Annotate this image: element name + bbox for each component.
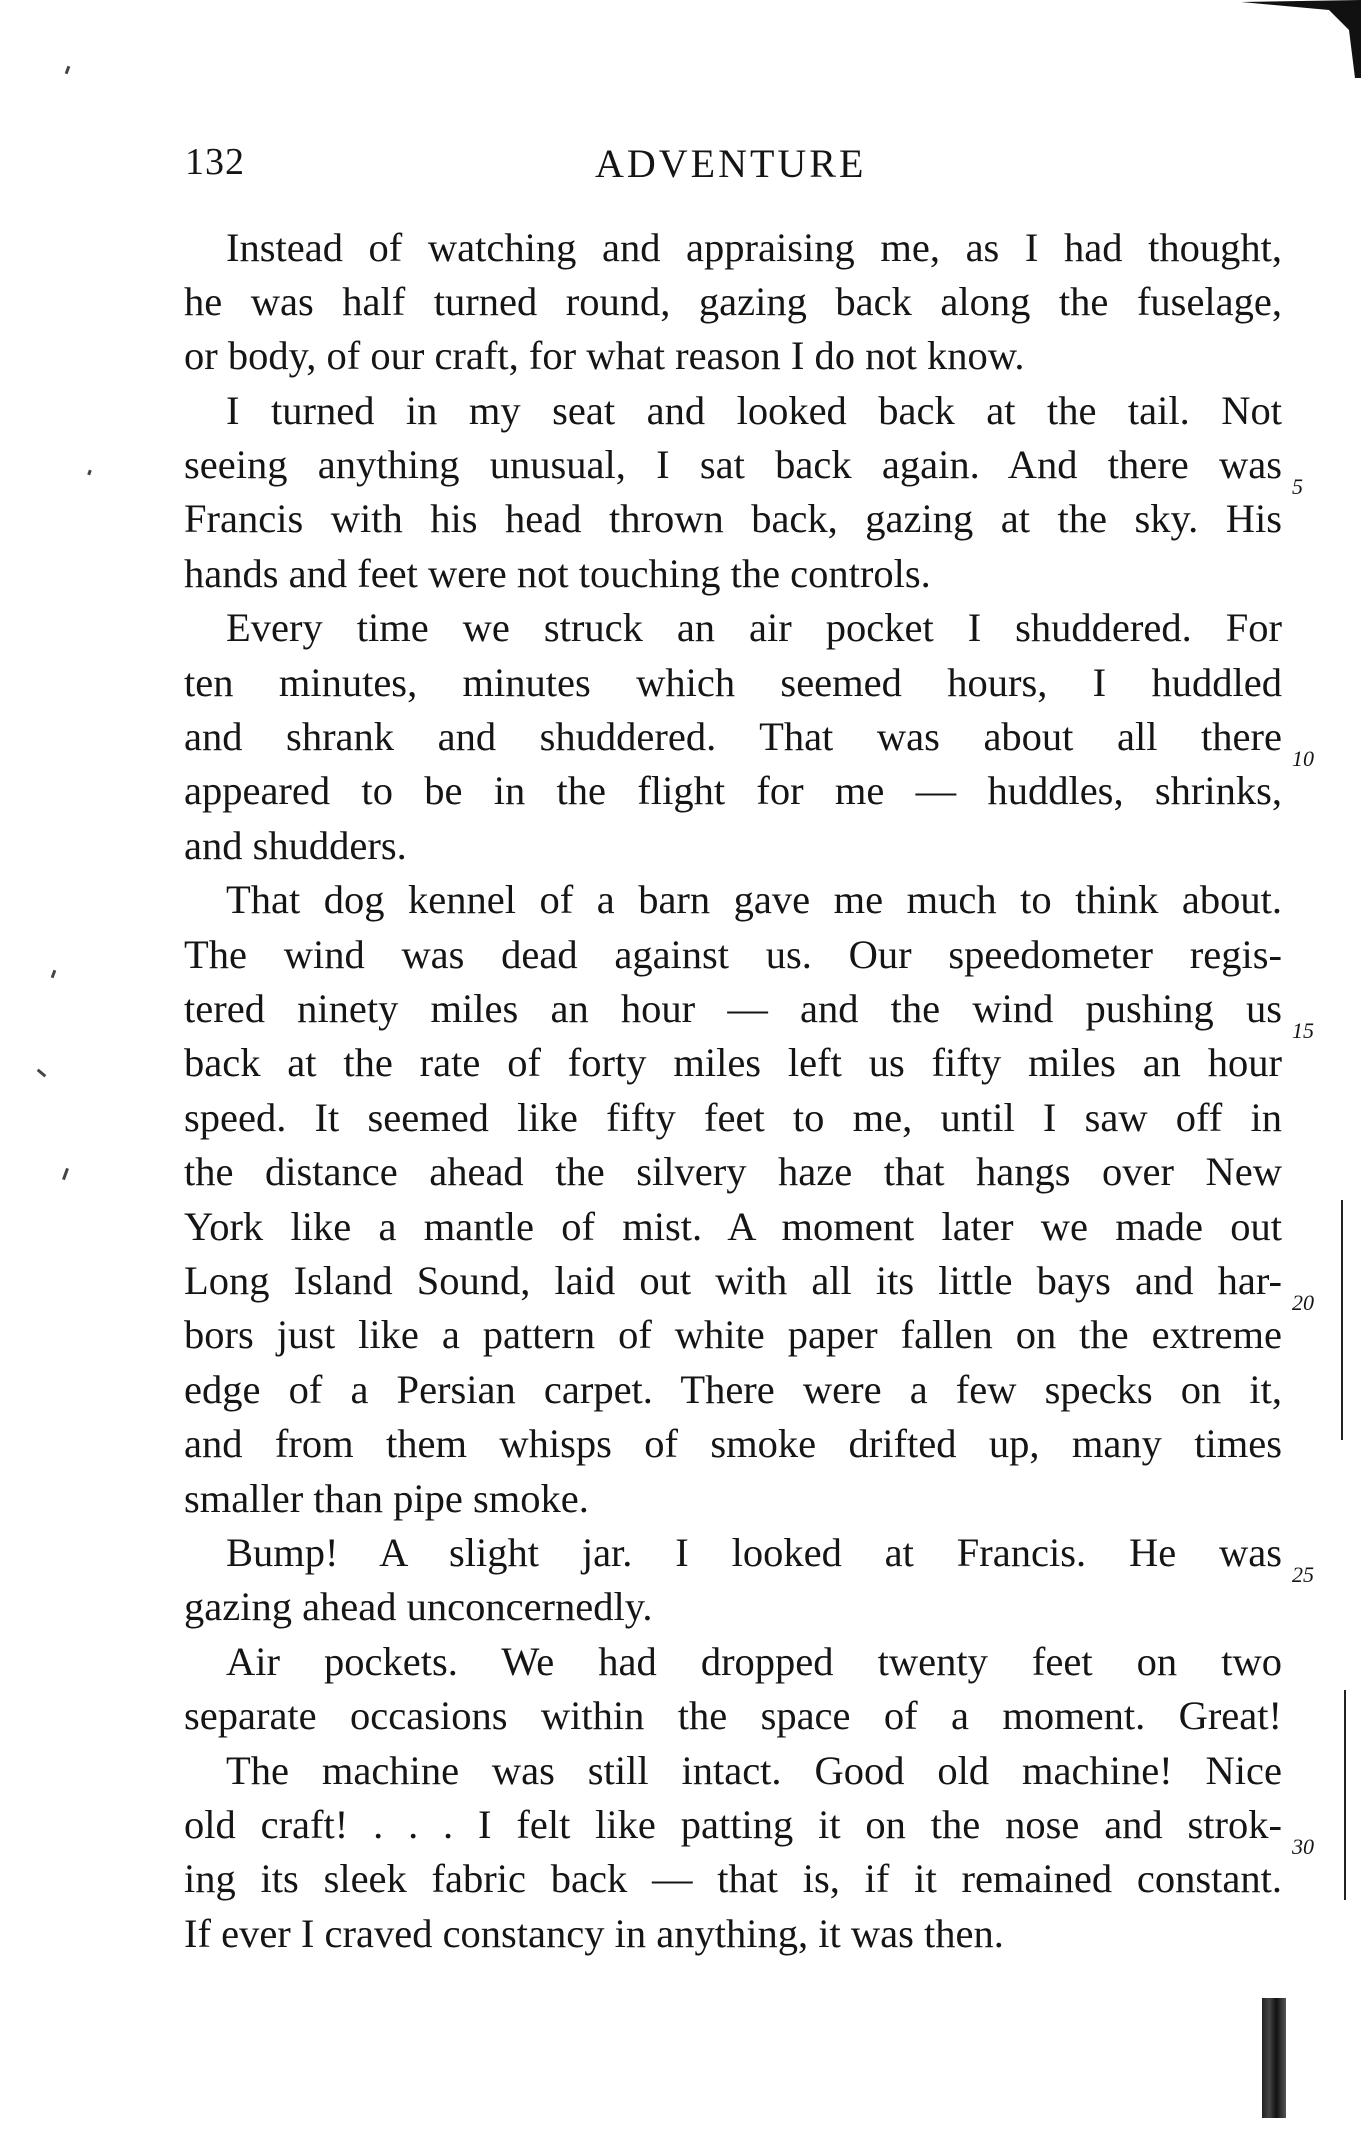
- text-line: the distance ahead the silvery haze that hangs over New: [184, 1149, 1282, 1194]
- text-line: Long Island Sound, laid out with all its little bays and har-: [184, 1258, 1282, 1303]
- text-line: back at the rate of forty miles left us fifty miles an hour: [184, 1040, 1282, 1085]
- text-line: or body, of our craft, for what reason I do not know.: [184, 333, 1025, 378]
- margin-rule-mid: [1341, 1200, 1343, 1440]
- text-line: separate occasions within the space of a moment. Great!: [184, 1693, 1282, 1738]
- text-line: hands and feet were not touching the controls.: [184, 551, 931, 596]
- text-line: I turned in my seat and looked back at the tail. Not: [226, 388, 1282, 433]
- line-number: 10: [1292, 746, 1314, 771]
- line-number: 20: [1292, 1290, 1314, 1315]
- text-line: he was half turned round, gazing back along the fuselage,: [184, 279, 1282, 324]
- text-line: appeared to be in the flight for me — huddles, shrinks,: [184, 768, 1282, 813]
- text-line: The machine was still intact. Good old machine! Nice: [226, 1748, 1282, 1793]
- text-line: Every time we struck an air pocket I shuddered. For: [226, 605, 1282, 650]
- scan-speck: [87, 470, 92, 476]
- scan-speck: [51, 970, 57, 979]
- scan-speck: [37, 1069, 47, 1078]
- text-line: Air pockets. We had dropped twenty feet on two: [226, 1639, 1282, 1684]
- text-line: seeing anything unusual, I sat back again. And there was: [184, 442, 1282, 487]
- text-line: smaller than pipe smoke.: [184, 1476, 589, 1521]
- running-head: ADVENTURE: [595, 141, 867, 186]
- text-line: The wind was dead against us. Our speedometer regis-: [184, 932, 1282, 977]
- text-line: Instead of watching and appraising me, as I had thought,: [226, 225, 1282, 270]
- scan-speck: [65, 66, 71, 75]
- page-number: 132: [185, 141, 245, 183]
- text-line: Bump! A slight jar. I looked at Francis. He was: [226, 1530, 1282, 1575]
- line-number: 30: [1292, 1834, 1314, 1859]
- text-line: and from them whisps of smoke drifted up, many times: [184, 1421, 1282, 1466]
- text-line: That dog kennel of a barn gave me much to think about.: [226, 877, 1282, 922]
- binding-edge-mark: [1262, 1998, 1286, 2118]
- line-number: 15: [1292, 1018, 1314, 1043]
- text-line: ten minutes, minutes which seemed hours, I huddled: [184, 660, 1282, 705]
- text-line: If ever I craved constancy in anything, it was then.: [184, 1911, 1004, 1956]
- scan-speck: [62, 1168, 69, 1180]
- text-line: edge of a Persian carpet. There were a few specks on it,: [184, 1367, 1282, 1412]
- text-line: and shudders.: [184, 823, 407, 868]
- text-line: old craft! . . . I felt like patting it on the nose and strok-: [184, 1802, 1282, 1847]
- text-line: tered ninety miles an hour — and the wind pushing us: [184, 986, 1282, 1031]
- line-number: 25: [1292, 1562, 1314, 1587]
- text-line: bors just like a pattern of white paper fallen on the extreme: [184, 1312, 1282, 1357]
- text-line: gazing ahead unconcernedly.: [184, 1584, 653, 1629]
- line-number: 5: [1292, 474, 1303, 499]
- text-line: Francis with his head thrown back, gazing at the sky. His: [184, 496, 1282, 541]
- text-line: York like a mantle of mist. A moment later we made out: [184, 1204, 1282, 1249]
- page-header: [185, 140, 1285, 196]
- margin-rule-low: [1344, 1690, 1346, 1900]
- text-line: ing its sleek fabric back — that is, if it remained constant.: [184, 1856, 1282, 1901]
- text-line: speed. It seemed like fifty feet to me, until I saw off in: [184, 1095, 1282, 1140]
- text-line: and shrank and shuddered. That was about all there: [184, 714, 1282, 759]
- corner-fold-mark: [1241, 0, 1361, 80]
